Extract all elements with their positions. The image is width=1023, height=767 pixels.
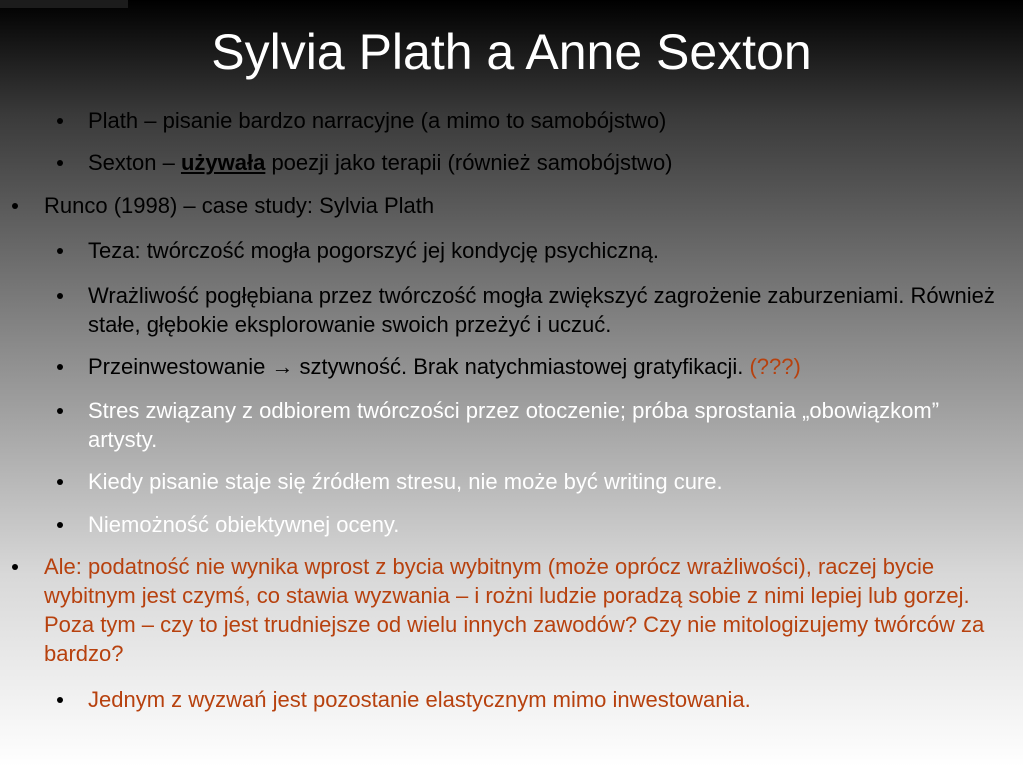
question-note: (???): [749, 354, 801, 379]
bullet-dot-icon: [12, 203, 18, 209]
bullet-text: Wrażliwość pogłębiana przez twórczość mogła zwiększyć zagrożenie zaburzeniami. Również stałe, głębokie eksplorowanie swoich przeżyć i uczuć.: [88, 283, 995, 337]
bullet-teza: [88, 236, 1003, 265]
bullet-dot-icon: [57, 479, 63, 485]
bullet-text-post: poezji jako terapii (również samobójstwo): [265, 150, 673, 175]
slide-title: Sylvia Plath a Anne Sexton: [211, 24, 812, 80]
bullet-text-pre: Sexton –: [88, 150, 181, 175]
bullet-text-emphasis: używała: [180, 150, 266, 175]
bullet-dot-icon: [57, 697, 63, 703]
bullet-dot-icon: [57, 248, 63, 254]
bullet-text: Jednym z wyzwań jest pozostanie elastycznym mimo inwestowania.: [88, 687, 751, 712]
bullet-wrazliwosc: [88, 281, 1003, 339]
bullet-text: Plath – pisanie bardzo narracyjne (a mimo to samobójstwo): [88, 108, 667, 133]
bullet-dot-icon: [12, 564, 18, 570]
bullet-text: Przeinwestowanie → sztywność. Brak natychmiastowej gratyfikacji.: [88, 354, 744, 379]
bullet-text: Stres związany z odbiorem twórczości przez otoczenie; próba sprostania „obowiązkom” artysty.: [88, 398, 940, 452]
bullet-text: Teza: twórczość mogła pogorszyć jej kondycję psychiczną.: [88, 238, 660, 263]
bullet-runco-case-study: [44, 191, 1009, 220]
bullet-text: Kiedy pisanie staje się źródłem stresu, nie może być writing cure.: [88, 469, 723, 494]
bullet-writing-cure: [88, 467, 1003, 496]
bullet-plath-narrative: [88, 106, 1003, 135]
bullet-przeinwestowanie: [88, 352, 1003, 381]
bullet-wyzwanie-elastycznosc: [88, 685, 1003, 714]
bullet-niemoznosc: [88, 510, 1003, 539]
bullet-dot-icon: [57, 408, 63, 414]
bullet-dot-icon: [57, 118, 63, 124]
bullet-ale-podatnosc: [44, 552, 1009, 668]
bullet-dot-icon: [57, 522, 63, 528]
bullet-text: Runco (1998) – case study: Sylvia Plath: [44, 193, 435, 218]
bullet-dot-icon: [57, 293, 63, 299]
bullet-text: Ale: podatność nie wynika wprost z bycia wybitnym (może oprócz wrażliwości), raczej bycie wybitnym jest czymś, co stawia wyzwania – i rożni ludzie poradzą sobie z nimi lepiej lub gorzej. Poza tym – czy to jest trudniejsze od wielu innych zawodów? Czy nie mitologizujemy twórców za bardzo?: [44, 554, 985, 666]
bullet-dot-icon: [57, 160, 63, 166]
top-edge-bar: [0, 0, 128, 8]
bullet-dot-icon: [57, 364, 63, 370]
bullet-text: Niemożność obiektywnej oceny.: [88, 512, 400, 537]
bullet-stres: [88, 396, 1003, 454]
bullet-sexton-therapy: [88, 148, 1003, 177]
